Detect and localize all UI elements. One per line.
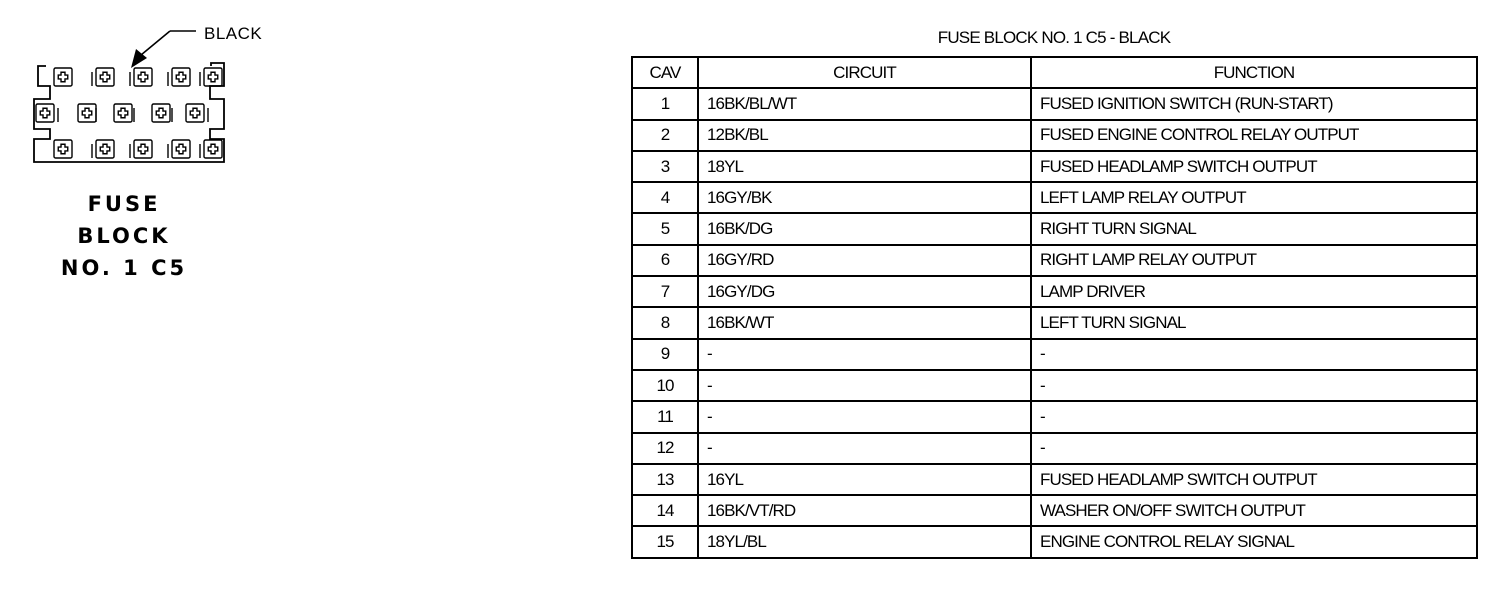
connector-outline <box>34 63 224 162</box>
header-function: FUNCTION <box>1031 57 1477 88</box>
header-circuit: CIRCUIT <box>698 57 1031 88</box>
cav-cell: 11 <box>632 401 698 432</box>
table-row <box>632 339 1477 370</box>
cav-cell: 15 <box>632 526 698 557</box>
circuit-cell: 16GY/DG <box>698 276 1031 307</box>
function-cell: FUSED HEADLAMP SWITCH OUTPUT <box>1031 151 1477 182</box>
circuit-cell: - <box>698 433 1031 464</box>
pinout-table <box>631 56 1478 559</box>
cav-cell: 13 <box>632 464 698 495</box>
cav-cell: 1 <box>632 88 698 119</box>
table-title: FUSE BLOCK NO. 1 C5 - BLACK <box>937 28 1171 47</box>
cavity <box>96 140 114 158</box>
table-row <box>632 307 1477 338</box>
table-row <box>632 401 1477 432</box>
cavity <box>204 140 222 158</box>
table-row <box>632 88 1477 119</box>
function-cell: - <box>1031 433 1477 464</box>
function-cell: - <box>1031 370 1477 401</box>
circuit-cell: 16BK/WT <box>698 307 1031 338</box>
connector-cavities <box>36 68 222 158</box>
circuit-cell: 16YL <box>698 464 1031 495</box>
table-row <box>632 151 1477 182</box>
cav-cell: 9 <box>632 339 698 370</box>
circuit-cell: - <box>698 401 1031 432</box>
header-cav: CAV <box>632 57 698 88</box>
cavity <box>172 68 190 86</box>
cav-cell: 2 <box>632 120 698 151</box>
circuit-cell: 16BK/BL/WT <box>698 88 1031 119</box>
pointer-arrow <box>131 31 196 68</box>
cavity <box>134 140 152 158</box>
cav-cell: 7 <box>632 276 698 307</box>
cav-cell: 5 <box>632 213 698 244</box>
circuit-cell: 16BK/VT/RD <box>698 495 1031 526</box>
circuit-cell: 18YL <box>698 151 1031 182</box>
wire-color-label: BLACK <box>204 24 263 43</box>
table-row <box>632 276 1477 307</box>
connector-title-line-3: NO. 1 C5 <box>60 256 188 280</box>
function-cell: LEFT LAMP RELAY OUTPUT <box>1031 182 1477 213</box>
cavity <box>36 104 54 122</box>
table-row <box>632 495 1477 526</box>
table-row <box>632 120 1477 151</box>
cavity <box>96 68 114 86</box>
connector-title-line-1: FUSE <box>87 192 161 216</box>
cav-cell: 14 <box>632 495 698 526</box>
table-row <box>632 370 1477 401</box>
cavity <box>134 68 152 86</box>
function-cell: FUSED ENGINE CONTROL RELAY OUTPUT <box>1031 120 1477 151</box>
cav-cell: 12 <box>632 433 698 464</box>
cavity <box>54 140 72 158</box>
cavity <box>54 68 72 86</box>
circuit-cell: 18YL/BL <box>698 526 1031 557</box>
function-cell: LEFT TURN SIGNAL <box>1031 307 1477 338</box>
cav-cell: 6 <box>632 245 698 276</box>
function-cell: - <box>1031 401 1477 432</box>
connector-title-line-2: BLOCK <box>77 224 171 248</box>
circuit-cell: 16BK/DG <box>698 213 1031 244</box>
table-row <box>632 433 1477 464</box>
cavity <box>204 68 222 86</box>
function-cell: - <box>1031 339 1477 370</box>
table-row <box>632 245 1477 276</box>
circuit-cell: 16GY/RD <box>698 245 1031 276</box>
cavity <box>114 104 132 122</box>
cavity <box>152 104 170 122</box>
table-row <box>632 526 1477 557</box>
function-cell: WASHER ON/OFF SWITCH OUTPUT <box>1031 495 1477 526</box>
cav-cell: 4 <box>632 182 698 213</box>
function-cell: RIGHT LAMP RELAY OUTPUT <box>1031 245 1477 276</box>
table-row <box>632 464 1477 495</box>
cavity <box>172 140 190 158</box>
circuit-cell: - <box>698 370 1031 401</box>
table-row <box>632 213 1477 244</box>
function-cell: FUSED HEADLAMP SWITCH OUTPUT <box>1031 464 1477 495</box>
function-cell: ENGINE CONTROL RELAY SIGNAL <box>1031 526 1477 557</box>
cavity <box>186 104 204 122</box>
cav-cell: 8 <box>632 307 698 338</box>
cav-cell: 10 <box>632 370 698 401</box>
table-header-row <box>632 57 1477 88</box>
table-row <box>632 182 1477 213</box>
circuit-cell: 12BK/BL <box>698 120 1031 151</box>
function-cell: LAMP DRIVER <box>1031 276 1477 307</box>
function-cell: RIGHT TURN SIGNAL <box>1031 213 1477 244</box>
function-cell: FUSED IGNITION SWITCH (RUN-START) <box>1031 88 1477 119</box>
cavity <box>78 104 96 122</box>
circuit-cell: - <box>698 339 1031 370</box>
cav-cell: 3 <box>632 151 698 182</box>
circuit-cell: 16GY/BK <box>698 182 1031 213</box>
